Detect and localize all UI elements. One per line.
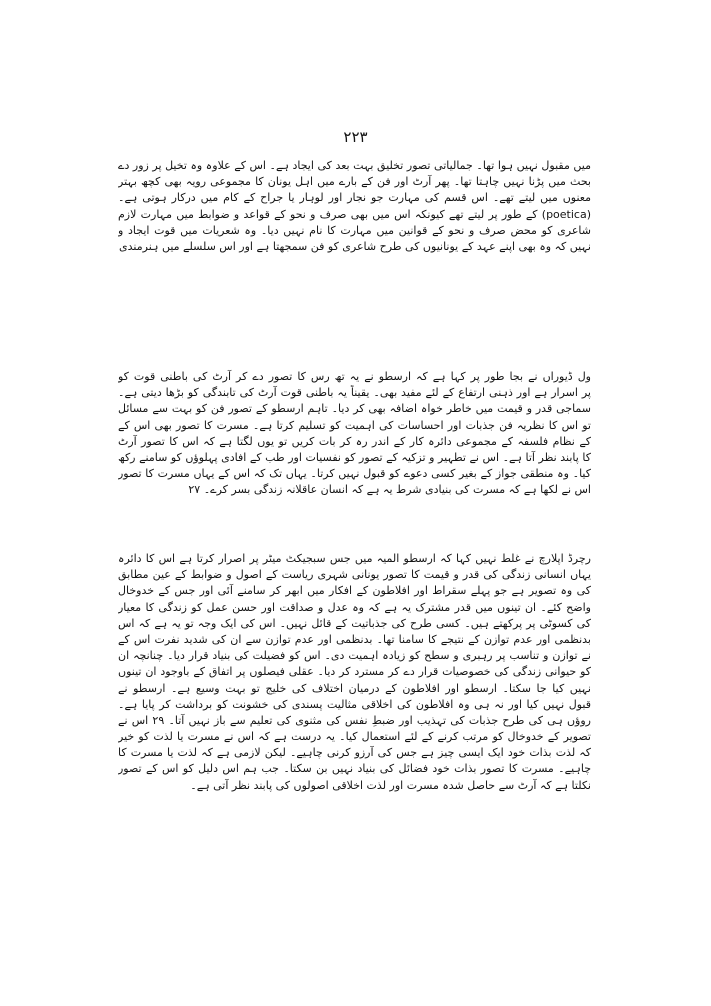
text-line: واضح کئے۔ ان تینوں میں قدر مشترک یہ ہے کہ وہ عدل و صداقت اور حسن عمل کو زندگی کا معیار	[118, 600, 591, 614]
text-line: بحث میں پڑنا نہیں چاہتا تھا۔ پھر آرٹ اور فن کے بارے میں اہل یونان کا مجموعی رویہ بھی کچھ بہتر	[118, 175, 591, 189]
text-line: کیا۔ وہ منطقی جواز کے بغیر کسی دعوے کو قبول نہیں کرتا۔ یہاں تک کہ اس کے یہاں مسرت کا تصور	[118, 467, 591, 481]
text-line: قبول نہیں کیا اور نہ ہی وہ افلاطون کی اخلاقی مثالیت پسندی کی خشونت کو برداشت کر پایا ہے۔	[118, 697, 591, 711]
text-line: تصویر کے خدوخال کو مرتب کرنے کے لئے استعمال کیا۔ یہ درست ہے کہ اس نے مسرت یا لذت کو خیر	[118, 730, 591, 744]
page-number: ۲۲۳	[343, 128, 368, 146]
text-line: نہیں کہ وہ بھی اپنے عہد کے یونانیوں کی طرح شاعری کو فن سمجھتا ہے اور اس سلسلے میں ہنرمندی	[119, 239, 591, 253]
text-line: کو حیوانی زندگی کی خصوصیات قرار دے کر مسترد کر دیا۔ عقلی فیصلوں پر اتفاق کے باوجود ان تینوں	[118, 665, 591, 679]
text-line: (poetica) کے طور پر لیتے تھے کیونکہ اس میں بھی صرف و نحو کے قواعد و ضوابط میں مہارت لازم	[118, 207, 591, 221]
text-line: یہاں انسانی زندگی کی قدر و قیمت کا تصور یونانی شہری ریاست کے اصول و ضوابط کے عین مطابق	[118, 568, 591, 582]
text-line: پر اسرار ہے اور ذہنی ارتفاع کے لئے مفید بھی۔ یقیناً یہ باطنی قوت آرٹ کی تابندگی کو بڑھا دیتی ہے۔	[118, 386, 591, 400]
text-line: اس نے لکھا ہے کہ مسرت کی بنیادی شرط یہ ہے کہ انسان عاقلانہ زندگی بسر کرے۔ ۲۷	[188, 483, 591, 497]
text-line: کی کسوٹی پر پرکھتے ہیں۔ کسی طرح کی جذباتیت کے قائل نہیں۔ اس کی ایک وجہ تو یہ ہے کہ اس	[118, 616, 591, 630]
text-line: کے نظام فلسفہ کے مجموعی دائرہ کار کے اندر رہ کر بات کریں تو یوں لگتا ہے کہ اس کا تصور آرٹ	[118, 434, 591, 448]
text-line: روؤں ہی کی طرح جذبات کی تہذیب اور ضبطِ نفس کی مثنوی کی تعلیم سے باز نہیں آتا۔ ۲۹ اس نے	[118, 713, 591, 727]
text-line: چاہیے۔ مسرت کا تصور بذات خود فضائل کی بنیاد نہیں بن سکتا۔ جب ہم اس دلیل کو اس کے تصور	[118, 762, 591, 776]
text-line: نکلتا ہے کہ آرٹ سے حاصل شدہ مسرت اور لذت اخلاقی اصولوں کی پابند نظر آتی ہے۔	[190, 778, 591, 792]
text-line: سماجی قدر و قیمت میں خاطر خواہ اضافہ بھی کر دیا۔ تاہم ارسطو کے تصور فن کو بہت سے مسائل	[118, 402, 591, 416]
text-line: میں مقبول نہیں ہوا تھا۔ جمالیاتی تصور تخلیق بہت بعد کی ایجاد ہے۔ اس کے علاوہ وہ تخیل پر زور دے	[118, 159, 591, 172]
text-line: نے توازن و تناسب پر رہبری و سطح کو زیادہ اہمیت دی۔ اس کو فضیلت کی بنیاد قرار دیا۔ چنانچہ ان	[118, 649, 591, 663]
text-line: کہ لذت بذات خود ایک ایسی چیز ہے جس کی آرزو کرنی چاہیے۔ لیکن لازمی ہے کہ لذت یا مسرت کا	[118, 746, 591, 760]
text-line: شاعری کو محض صرف و نحو کے قوانین میں مہارت کا نام نہیں دیا۔ وہ شعریات میں قوت ایجاد و	[118, 223, 591, 237]
text-line: معنوں میں لیتے تھے۔ اس قسم کی مہارت جو نجار اور لوہار یا جراح کے کام میں درکار ہوتی ہے۔	[118, 191, 591, 205]
text-line: نہیں کیا جا سکتا۔ ارسطو اور افلاطون کے درمیان اختلاف کی خلیج تو بہت وسیع ہے۔ ارسطو نے	[118, 681, 591, 695]
text-line: بدنظمی اور عدم توازن کے نتیجے کا سامنا تھا۔ بدنظمی اور عدم توازن سے ان کی شدید نفرت اس کے	[118, 632, 591, 646]
text-line: تو اس کا نظریہ فن جذبات اور احساسات کی اہمیت کو تسلیم کرتا ہے۔ مسرت کا تصور بھی اس کے	[118, 418, 591, 432]
text-line: کی وہ تصویر ہے جو پہلے سقراط اور افلاطون کے افکار میں ابھر کر سامنے آئی اور جس کے خدوخال	[118, 584, 591, 598]
text-line: ول ڈیوراں نے بجا طور پر کہا ہے کہ ارسطو نے یہ تھ رس کا تصور دے کر آرٹ کی باطنی قوت کو	[118, 370, 591, 383]
paragraph-2	[118, 369, 591, 499]
paragraph-1	[118, 158, 591, 255]
text-line: کا پابند نظر آتا ہے۔ اس نے تطہیر و تزکیہ کے تصور کو نفسیات اور طب کے افادی پہلوؤں کو سامنے رکھ	[118, 450, 591, 464]
text-line: رچرڈ اپلارچ نے غلط نہیں کہا کہ ارسطو المیہ میں جس سبجیکٹ میٹر پر اصرار کرتا ہے اس کا دائرہ	[118, 552, 591, 565]
paragraph-3	[118, 551, 591, 794]
